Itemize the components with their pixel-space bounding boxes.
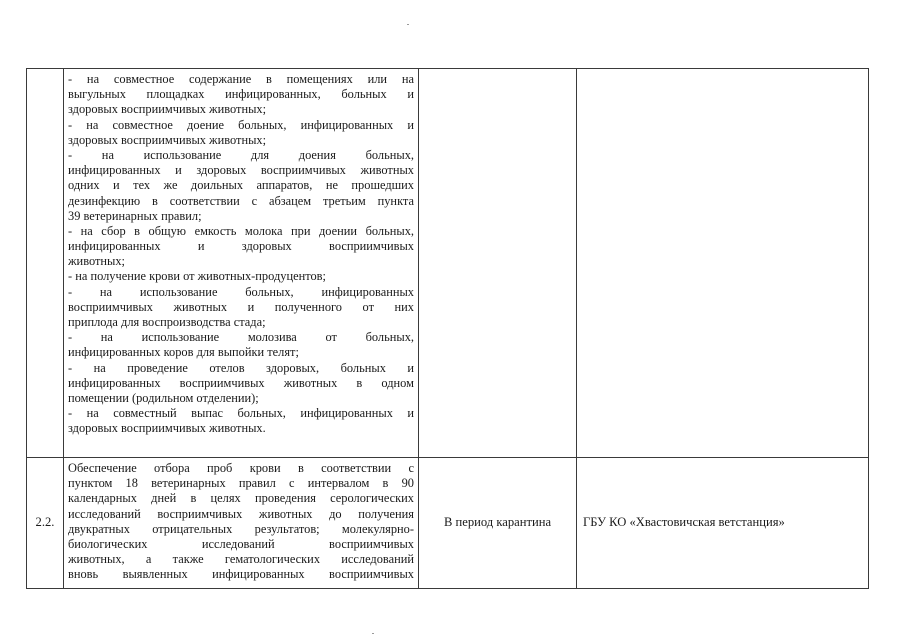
- term-cell: [419, 458, 577, 589]
- text-line: - на использование для доения больных,: [68, 147, 414, 162]
- item-number-cell: [27, 458, 64, 589]
- table-row: [27, 458, 869, 589]
- responsible-text: ГБУ КО «Хвастовичская ветстанция»: [583, 515, 785, 530]
- text-line: инфицированных восприимчивых животных в одном: [68, 375, 414, 390]
- text-line: календарных дней в целях проведения серологических: [68, 491, 414, 506]
- text-line: здоровых восприимчивых животных.: [68, 421, 266, 436]
- text-line: - на проведение отелов здоровых, больных и: [68, 360, 414, 375]
- measure-text-cell: [64, 69, 419, 458]
- text-line: выгульных площадках инфицированных, больных и: [68, 87, 414, 102]
- text-line: инфицированных и здоровых восприимчивых животных: [68, 163, 414, 178]
- text-line: - на совместное доение больных, инфицированных и: [68, 117, 414, 132]
- scan-speck: [407, 24, 409, 25]
- term-cell-empty: [419, 69, 577, 458]
- text-line: здоровых восприимчивых животных;: [68, 102, 267, 117]
- text-line: - на использование больных, инфицированных: [68, 284, 414, 299]
- text-line: приплода для воспроизводства стада;: [68, 315, 266, 329]
- measure-text: [64, 458, 418, 583]
- text-line: - на использование молозива от больных,: [68, 330, 414, 345]
- text-line: - на получение крови от животных-продуцентов;: [68, 269, 326, 284]
- text-line: 39 ветеринарных правил;: [68, 208, 202, 223]
- text-line: инфицированных коров для выпойки телят;: [68, 345, 299, 360]
- text-line: помещении (родильном отделении);: [68, 390, 259, 405]
- text-line: восприимчивых животных и полученного от них: [68, 299, 414, 314]
- text-line: животных, а также гематологических исследований: [68, 552, 414, 567]
- text-line: пунктом 18 ветеринарных правил с интервалом в 90: [68, 476, 414, 491]
- text-line: биологических исследований восприимчивых: [68, 536, 414, 551]
- text-line: исследований восприимчивых животных до получения: [68, 506, 414, 521]
- measures-table: [26, 68, 869, 589]
- number-cell-empty: [27, 69, 64, 458]
- text-line: - на сбор в общую емкость молока при доении больных,: [68, 223, 414, 238]
- term-text: В период карантина: [443, 515, 552, 530]
- table-row: [27, 69, 869, 458]
- text-line: дезинфекцию в соответствии с абзацем третьим пункта: [68, 193, 414, 208]
- text-line: - на совместный выпас больных, инфицированных и: [68, 406, 414, 421]
- text-line: Обеспечение отбора проб крови в соответствии с: [68, 461, 414, 475]
- responsible-cell: [577, 458, 869, 589]
- text-line: вновь выявленных инфицированных восприимчивых: [68, 567, 414, 582]
- item-number: 2.2.: [35, 515, 55, 530]
- measure-text-cell: [64, 458, 419, 589]
- text-line: здоровых восприимчивых животных;: [68, 132, 267, 147]
- text-line: одних и тех же доильных аппаратов, не прошедших: [68, 178, 414, 193]
- measure-text: [64, 69, 418, 437]
- text-line: инфицированных и здоровых восприимчивых: [68, 239, 414, 254]
- scan-speck: [372, 633, 374, 634]
- text-line: животных;: [68, 254, 125, 269]
- text-line: - на совместное содержание в помещениях или на: [68, 72, 414, 86]
- text-line: двукратных отрицательных результатов; молекулярно-: [68, 521, 414, 536]
- responsible-cell-empty: [577, 69, 869, 458]
